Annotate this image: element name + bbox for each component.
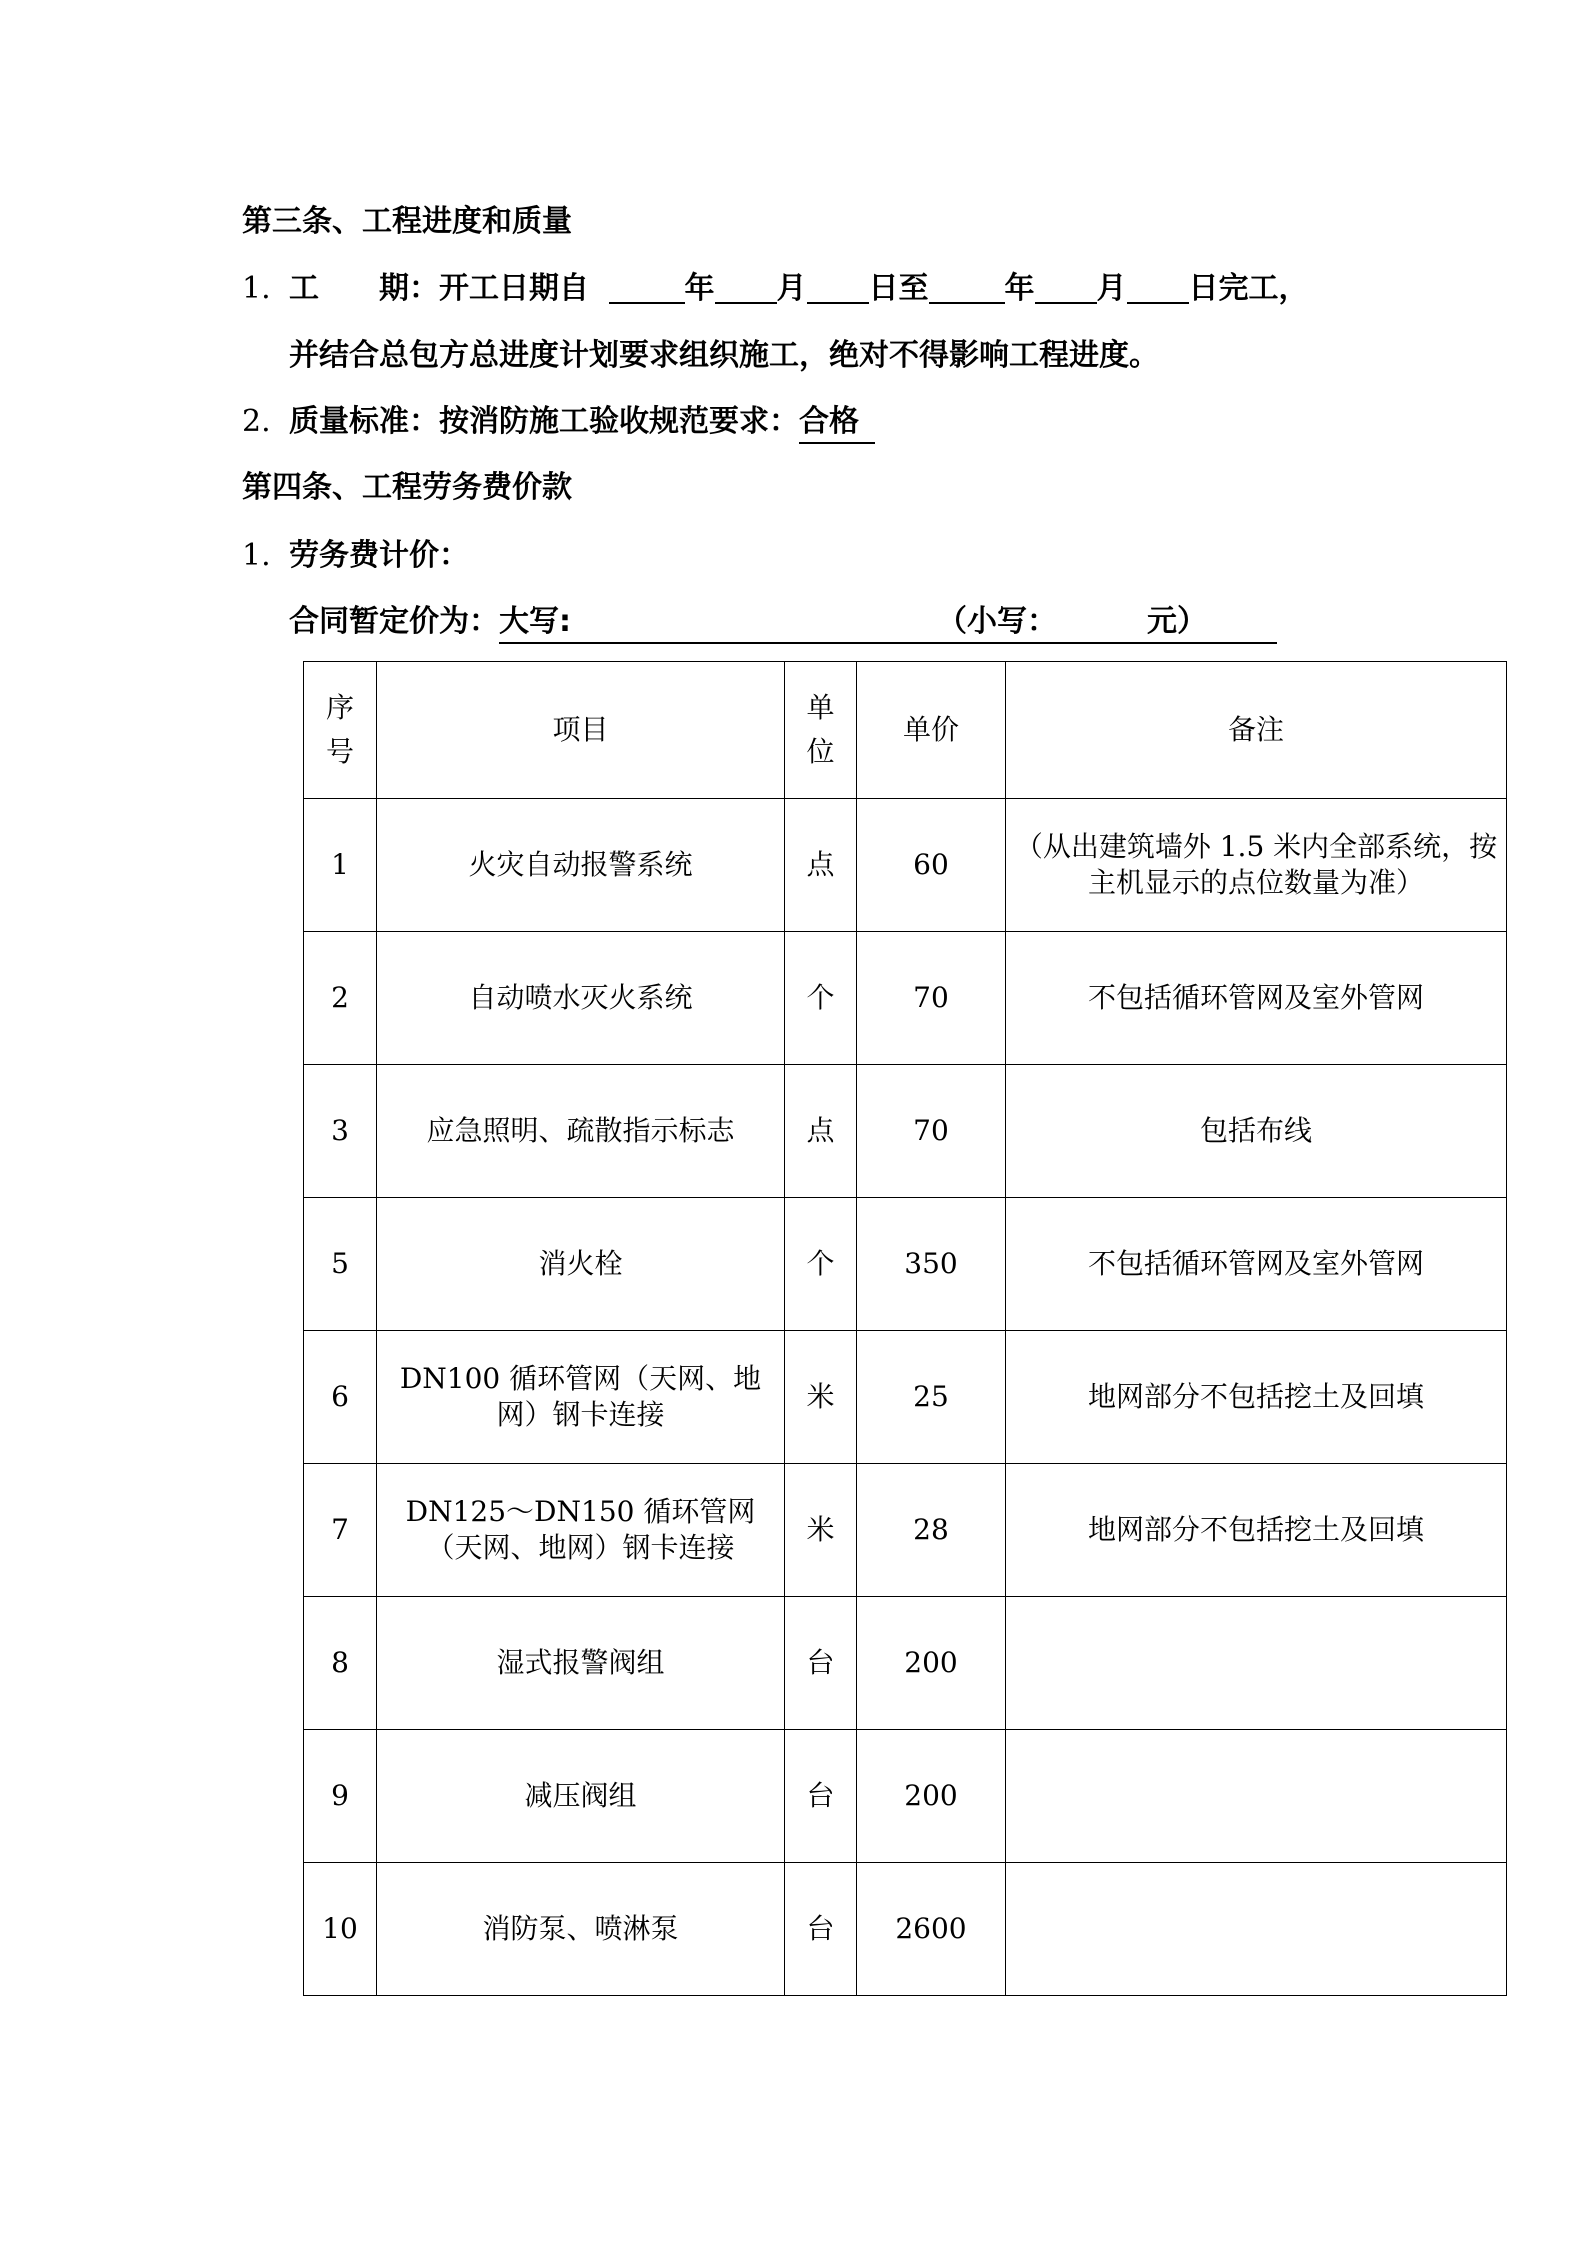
contract-price-line [289, 602, 1277, 644]
cell-seq: 6 [304, 1331, 377, 1464]
cell-seq: 1 [304, 799, 377, 932]
cell-note: 不包括循环管网及室外管网 [1006, 1198, 1507, 1331]
quality-text: 质量标准：按消防施工验收规范要求： [289, 404, 799, 439]
cell-price: 200 [857, 1597, 1006, 1730]
cell-note: 不包括循环管网及室外管网 [1006, 932, 1507, 1065]
cell-price: 70 [857, 1065, 1006, 1198]
table-row [304, 1331, 1507, 1464]
quality-line [242, 402, 875, 444]
item-number: 1. [242, 538, 271, 573]
cell-item: DN125～DN150 循环管网（天网、地网）钢卡连接 [377, 1464, 785, 1597]
cell-item: 火灾自动报警系统 [377, 799, 785, 932]
end-month-blank[interactable] [1035, 268, 1097, 304]
cell-price: 28 [857, 1464, 1006, 1597]
cell-note [1006, 1597, 1507, 1730]
table-row [304, 1730, 1507, 1863]
cell-price: 2600 [857, 1863, 1006, 1996]
fee-line [242, 536, 469, 576]
cell-item: 自动喷水灭火系统 [377, 932, 785, 1065]
table-row [304, 932, 1507, 1065]
table-row [304, 1065, 1507, 1198]
start-month-blank[interactable] [715, 268, 777, 304]
fee-label: 劳务费计价： [289, 538, 469, 573]
schedule-continuation: 并结合总包方总进度计划要求组织施工，绝对不得影响工程进度。 [289, 338, 1159, 373]
header-note: 备注 [1006, 662, 1507, 799]
cell-item: 减压阀组 [377, 1730, 785, 1863]
header-item: 项目 [377, 662, 785, 799]
end-day-blank[interactable] [1127, 268, 1189, 304]
cell-unit: 台 [785, 1730, 857, 1863]
cell-item: 消防泵、喷淋泵 [377, 1863, 785, 1996]
cell-note [1006, 1863, 1507, 1996]
cell-seq: 5 [304, 1198, 377, 1331]
uppercase-label: 大写: [499, 604, 571, 639]
day-end-text: 日完工， [1188, 271, 1309, 306]
cell-note [1006, 1730, 1507, 1863]
cell-seq: 2 [304, 932, 377, 1065]
section-4-title: 第四条、工程劳务费价款 [242, 470, 572, 505]
month-text: 月 [1096, 271, 1127, 306]
item-number: 2. [242, 404, 271, 439]
year-text: 年 [1004, 271, 1035, 306]
cell-seq: 3 [304, 1065, 377, 1198]
cell-seq: 10 [304, 1863, 377, 1996]
cell-item: DN100 循环管网（天网、地网）钢卡连接 [377, 1331, 785, 1464]
cell-note: 包括布线 [1006, 1065, 1507, 1198]
table-header-row [304, 662, 1507, 799]
lowercase-close: 元） [1147, 604, 1207, 639]
item-number: 1. [242, 271, 271, 306]
month-text: 月 [776, 271, 807, 306]
schedule-line [242, 268, 1309, 309]
cell-unit: 米 [785, 1331, 857, 1464]
start-date-text: 开工日期自 [439, 271, 589, 306]
quality-value: 合格 [799, 402, 875, 444]
cell-price: 70 [857, 932, 1006, 1065]
cell-item: 消火栓 [377, 1198, 785, 1331]
cell-item: 湿式报警阀组 [377, 1597, 785, 1730]
fee-table [303, 661, 1507, 1996]
header-seq: 序号 [304, 662, 377, 799]
table-row [304, 1198, 1507, 1331]
cell-note: 地网部分不包括挖土及回填 [1006, 1464, 1507, 1597]
year-text: 年 [684, 271, 715, 306]
cell-unit: 点 [785, 799, 857, 932]
table-row [304, 799, 1507, 932]
start-day-blank[interactable] [807, 268, 869, 304]
cell-item: 应急照明、疏散指示标志 [377, 1065, 785, 1198]
header-unit: 单位 [785, 662, 857, 799]
contract-price-field[interactable] [499, 602, 1277, 644]
cell-unit: 米 [785, 1464, 857, 1597]
cell-unit: 台 [785, 1597, 857, 1730]
cell-unit: 个 [785, 1198, 857, 1331]
header-price: 单价 [857, 662, 1006, 799]
table-row [304, 1597, 1507, 1730]
cell-seq: 9 [304, 1730, 377, 1863]
cell-note: （从出建筑墙外 1.5 米内全部系统，按主机显示的点位数量为准） [1006, 799, 1507, 932]
table-row [304, 1464, 1507, 1597]
cell-price: 25 [857, 1331, 1006, 1464]
cell-seq: 7 [304, 1464, 377, 1597]
cell-price: 200 [857, 1730, 1006, 1863]
cell-unit: 台 [785, 1863, 857, 1996]
cell-price: 350 [857, 1198, 1006, 1331]
section-3-title: 第三条、工程进度和质量 [242, 204, 572, 239]
day-to-text: 日至 [868, 271, 929, 306]
start-year-blank[interactable] [609, 268, 685, 304]
cell-note: 地网部分不包括挖土及回填 [1006, 1331, 1507, 1464]
cell-seq: 8 [304, 1597, 377, 1730]
contract-price-label: 合同暂定价为： [289, 604, 499, 639]
end-year-blank[interactable] [929, 268, 1005, 304]
schedule-label: 工 期： [289, 271, 439, 306]
table-row [304, 1863, 1507, 1996]
cell-unit: 点 [785, 1065, 857, 1198]
cell-price: 60 [857, 799, 1006, 932]
lowercase-open: （小写： [937, 604, 1057, 639]
cell-unit: 个 [785, 932, 857, 1065]
